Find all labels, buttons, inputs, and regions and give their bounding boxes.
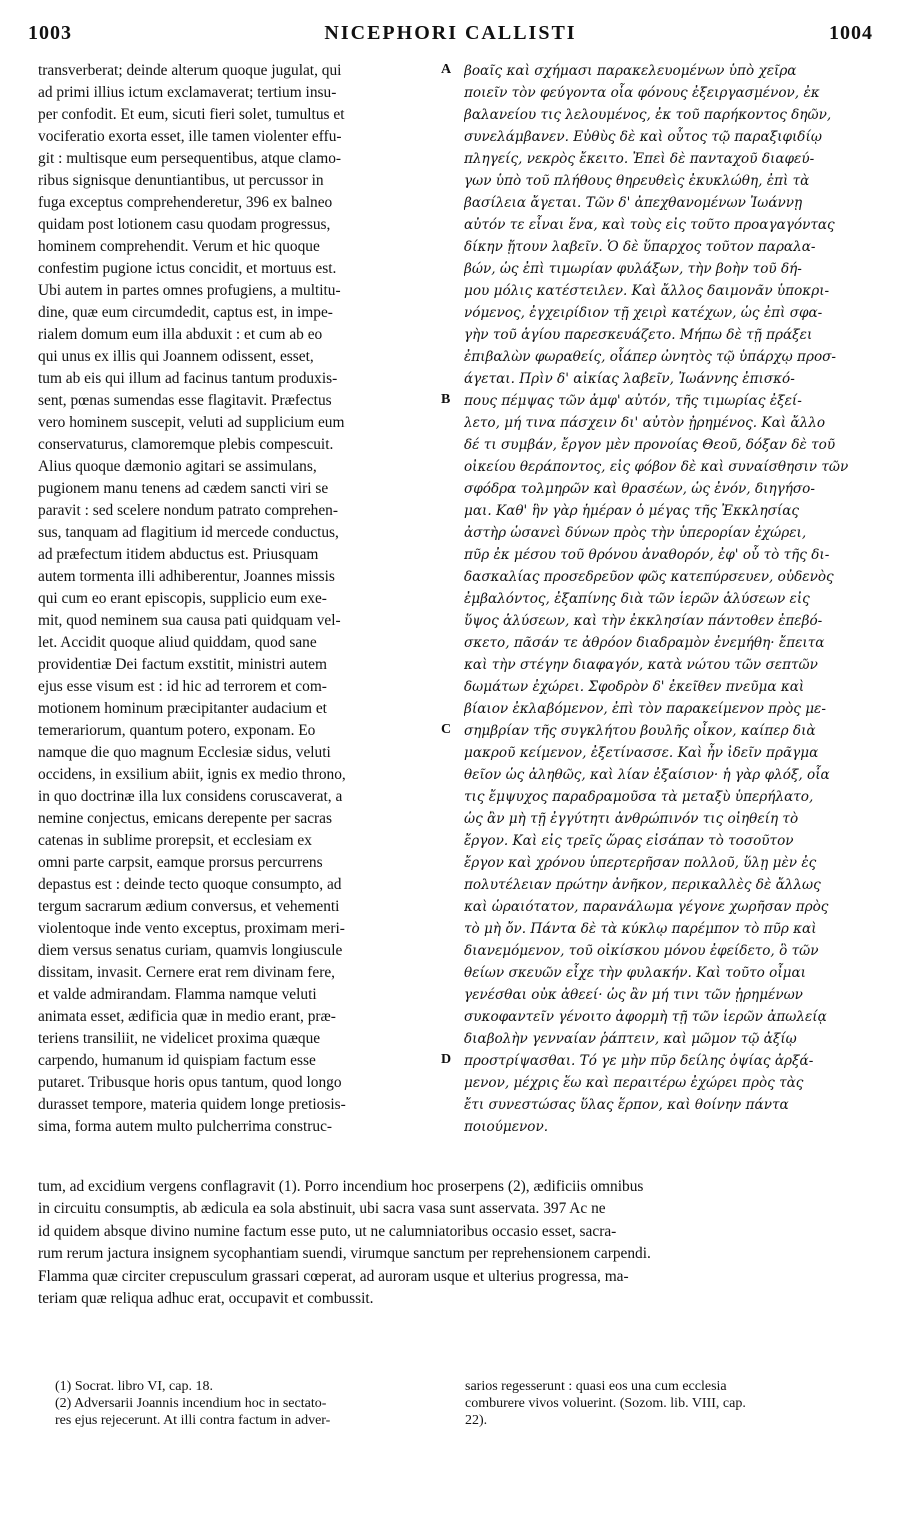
footnote-line: sarios regesserunt : quasi eos una cum ecclesia [465,1379,727,1394]
latin-text-line: animata esset, ædificia quæ in medio erant, præ- [38,1008,336,1025]
greek-text-line: σκετο, πᾶσάν τε ἀθρόον διαδραμὸν ἐνεμήθη· ἔπειτα [464,635,825,651]
greek-text-line: πους πέμψας τῶν ἀμφ' αὐτόν, τῆς τιμωρίας ἐξεί- [464,393,802,409]
footnotes-left [55,1378,445,1429]
latin-text-line: git : multisque eum persequentibus, atque clamo- [38,150,342,167]
greek-text-line: άγεται. Πρὶν δ' αἰκίας λαβεῖν, Ἰωάννης ἐπισκό- [464,371,795,387]
latin-text-line: rialem domum eum illa abduxit : et cum ab eo [38,326,323,343]
latin-text-line: tergum sacrarum ædium conversus, et vehementi [38,898,340,915]
running-header [28,22,873,52]
greek-text-line: δίκην ᾔτουν λαβεῖν. Ὁ δὲ ὕπαρχος τοῦτον παραλα- [464,239,816,255]
greek-text-line: πληγείς, νεκρὸς ἔκειτο. Ἐπεὶ δὲ πανταχοῦ διαφεύ- [464,151,815,167]
latin-text-line: qui cum eo erant episcopis, supplicio eum exe- [38,590,327,607]
greek-text-line: τὸ μὴ ὄν. Πάντα δὲ τὰ κύκλῳ παρέμπον τὸ πῦρ καὶ [464,921,817,937]
greek-text-line: βών, ὡς ἐπὶ τιμωρίαν φυλάξων, τὴν βοὴν τοῦ δή- [464,261,802,277]
greek-text-line: ὡς ἂν μὴ τῇ ἐγγύτητι ἀνθρώπινόν τις οἰηθείη τὸ [464,811,799,827]
greek-text-line: διαβολὴν γενναίαν ῥάπτειν, καὶ μῶμον τῷ ἀξίῳ [464,1031,797,1047]
latin-text-line: dissitam, invasit. Cernere erat rem divinam fere, [38,964,336,981]
footnote-line: (2) Adversarii Joannis incendium hoc in sectato- [55,1396,327,1411]
latin-text-line: catenas in sublime prorepsit, et ecclesiam ex [38,832,312,849]
greek-text-line: βοαῖς καὶ σχήμασι παρακελευομένων ὑπὸ χεῖρα [464,63,797,79]
greek-text-line: γενέσθαι οὐκ ἀθεεί· ὡς ἂν μή τινι τῶν ᾐρημένων [464,987,803,1003]
latin-text-line: qui unus ex illis qui Joannem odissent, esset, [38,348,314,365]
latin-text-line: nemine conjectus, emicans derepente per sacras [38,810,332,827]
greek-text-line: γὴν τοῦ ἁγίου παρεσκευάζετο. Μήπω δὲ τῇ πράξει [464,327,813,343]
greek-text-line: μου μόλις κατέστειλεν. Καὶ ἄλλος δαιμονᾶν ὑποκρι- [464,283,830,299]
latin-text-line: omni parte carpsit, eamque prorsus percurrens [38,854,323,871]
latin-column [38,60,436,1170]
greek-text-line: βασίλεια ἄγεται. Τῶν δ' ἀπεχθανομένων Ἰωάννῃ [464,195,803,211]
page-number-left: 1003 [28,22,72,44]
greek-text-line: δωμάτων ἐχώρει. Σφοδρὸν δ' ἐκεῖθεν πνεῦμα καὶ [464,679,805,695]
greek-text-line: βαλανείου τις λελουμένος, ἐκ τοῦ παρήκοντος δηῶν, [464,107,832,123]
greek-text-line: δασκαλίας προσεδρεῦον φῶς κατεπύρσευεν, οὐδενὸς [464,569,834,585]
greek-text-line: προστρίψασθαι. Τό γε μὴν πῦρ δείλης ὀψίας ἀρξά- [464,1053,814,1069]
latin-text-line: motionem hominum præcipitanter audacium et [38,700,327,717]
latin-text-line: conservaturus, clamoremque plebis compescuit. [38,436,334,453]
latin-text-line: in quo doctrinæ illa lux considens coruscaverat, a [38,788,343,805]
greek-text-line: μενον, μέχρις ἕω καὶ περαιτέρω ἐχώρει πρὸς τὰς [464,1075,804,1091]
running-title: NICEPHORI CALLISTI [324,22,577,44]
full-width-paragraph [38,1176,872,1310]
greek-text-line: ἔργον καὶ χρόνου ὑπερτερῆσαν πολλοῦ, ὕλῃ μὲν ἐς [464,855,817,871]
footnote-line: (1) Socrat. libro VI, cap. 18. [55,1379,213,1394]
latin-text-line: transverberat; deinde alterum quoque jugulat, qui [38,62,342,79]
latin-text-line: sus, tanquam ad flagitium id mercede conductus, [38,524,339,541]
latin-text-line: paravit : sed scelere nondum patrato comprehen- [38,502,338,519]
latin-text-line: quidam post lotionem casu quodam progressus, [38,216,331,233]
greek-text-line: πῦρ ἐκ μέσου τοῦ θρόνου ἀναθορόν, ἐφ' οὗ τὸ τῆς δι- [464,547,830,563]
greek-column [464,60,872,1170]
latin-text-line: occidens, in exsilium abiit, ignis ex medio throno, [38,766,346,783]
greek-text-line: μαι. Καθ' ἣν γὰρ ἡμέραν ὁ μέγας τῆς Ἐκκλησίας [464,503,799,519]
footnote-line: res ejus rejecerunt. At illi contra factum in adver- [55,1413,331,1428]
latin-text-line: let. Accidit quoque aliud quiddam, quod sane [38,634,317,651]
latin-text-line: mit, quod neminem sua causa pati quidquam vel- [38,612,341,629]
greek-text-line: αὐτόν τε εἶναι ἕνα, καὶ τοὺς εἰς τοῦτο προαγαγόντας [464,217,835,233]
greek-text-line: ἔτι συνεστώσας ὕλας ἕρπον, καὶ θοίνην πάντα [464,1097,789,1113]
latin-text-line: confestim pugione ictus concidit, et mortuus est. [38,260,337,277]
latin-text-line: per confodit. Et eum, sicuti fieri solet, tumultus et [38,106,345,123]
full-width-line: Flamma quæ circiter crepusculum grassari cœperat, ad auroram usque et ulterius progressa, ma- [38,1267,629,1285]
latin-text-line: temerariorum, quantum potero, exponam. Eo [38,722,316,739]
latin-text-line: namque die quo magnum Ecclesiæ sidus, veluti [38,744,331,761]
greek-text-line: ἐπιβαλὼν φωραθείς, οἷάπερ ὠνητὸς τῷ ὑπάρχῳ προσ- [464,349,837,365]
greek-text-line: καὶ ὡραιότατον, παρανάλωμα γέγονε χωρῆσαν πρὸς [464,899,829,915]
margin-letter-b: B [441,392,451,407]
greek-text-line: συκοφαντεῖν γένοιτο ἀφορμὴ τῇ τῶν ἱερῶν ἀπωλείᾳ [464,1009,827,1025]
latin-text-line: Alius quoque dæmonio agitari se assimulans, [38,458,317,475]
greek-text-line: σημβρίαν τῆς συγκλήτου βουλῆς οἶκον, καίπερ διὰ [464,723,816,739]
latin-text-line: tum ab eis qui illum ad facinus tantum produxis- [38,370,338,387]
greek-text-line: συνελάμβανεν. Εὐθὺς δὲ καὶ οὗτος τῷ παραξιφιδίῳ [464,129,822,145]
latin-text-line: hominem comprehendit. Verum et hic quoque [38,238,320,255]
greek-text-line: διανεμόμενον, τοῦ οἰκίσκου μόνου ἐφείδετο, ὃ τῶν [464,943,819,959]
latin-text-line: Ubi autem in partes omnes profugiens, a multitu- [38,282,341,299]
latin-text-line: ejus esse visum est : id hic ad terrorem et com- [38,678,327,695]
greek-text-line: ἔργον. Καὶ εἰς τρεῖς ὥρας εἰσάπαν τὸ τοσοῦτον [464,833,794,849]
latin-text-line: ad præfectum itidem abductus est. Priusquam [38,546,319,563]
full-width-line: teriam quæ reliqua adhuc erat, occupavit et combussit. [38,1290,374,1308]
greek-text-line: μακροῦ κείμενον, ἐξετίνασσε. Καὶ ἦν ἰδεῖν πρᾶγμα [464,745,819,761]
latin-text-line: carpendo, humanum id quispiam factum esse [38,1052,316,1069]
greek-text-line: ὕψος ἁλύσεων, καὶ τὴν ἐκκλησίαν πάντοθεν ἐπεβό- [464,613,823,629]
greek-text-line: πολυτέλειαν πρώτην ἀνῆκον, περικαλλὲς δὲ ἄλλως [464,877,821,893]
greek-text-line: ποιούμενον. [464,1119,549,1135]
latin-text-line: diem versus senatus curiam, quamvis longiuscule [38,942,343,959]
latin-text-line: teriens transiliit, ne videlicet proxima quæque [38,1030,321,1047]
margin-letter-a: A [441,62,452,77]
latin-text-line: et valde admirandam. Flamma namque veluti [38,986,317,1003]
full-width-line: in circuitu consumptis, ab ædicula ea sola abstinuit, ubi sacra vasa sunt asservata. 397 Ac ne [38,1200,606,1218]
greek-text-line: τις ἔμψυχος παραδραμοῦσα τὰ μεταξὺ ὑπερήλατο, [464,789,814,805]
full-width-line: id quidem absque divino numine factum esse puto, ut ne calumniatoribus occasio esset, sacra- [38,1222,617,1240]
greek-text-line: καὶ τὴν στέγην διαφαγόν, κατὰ νώτου τῶν σεπτῶν [464,657,818,673]
greek-text-line: ἀστὴρ ὡσανεὶ δύνων πρὸς τὴν ὑπερορίαν ἐχώρει, [464,525,807,541]
latin-text-line: depastus est : deinde tecto quoque consumpto, ad [38,876,342,893]
greek-text-line: δέ τι συμβάν, ἔργον μὲν προνοίας Θεοῦ, δόξαν δὲ τοῦ [464,437,836,453]
latin-text-line: violentoque inde vento exceptus, proximam meri- [38,920,345,937]
latin-text-line: providentiæ Dei factum exstitit, ministri autem [38,656,327,673]
greek-text-line: γων ὑπὸ τοῦ πλήθους θηρευθεὶς ἐκυκλώθη, ἐπὶ τὰ [464,173,810,189]
latin-text-line: dine, quæ eum circumdedit, captus est, in impe- [38,304,333,321]
latin-text-line: putaret. Tribusque horis opus tantum, quod longo [38,1074,342,1091]
latin-text-line: durasset tempore, materia quidem longe pretiosis- [38,1096,346,1113]
latin-text-line: ad primi illius ictum exclamaverat; tertium insu- [38,84,337,101]
page-number-right: 1004 [829,22,873,44]
greek-text-line: νόμενος, ἐγχειρίδιον τῇ χειρὶ κατέχων, ὡς ἐπὶ σφα- [464,305,823,321]
latin-text-line: sent, pœnas sumendas esse flagitavit. Præfectus [38,392,332,409]
footnotes-right [465,1378,875,1429]
latin-text-line: vociferatio exorta esset, ille tamen violenter effu- [38,128,342,145]
latin-text-line: pugionem manu tenens ad cædem sancti viri se [38,480,329,497]
footnote-line: comburere vivos voluerint. (Sozom. lib. VIII, cap. [465,1396,746,1411]
margin-letter-d: D [441,1052,452,1067]
greek-text-line: θείων σκευῶν εἶχε τὴν φυλακήν. Καὶ τοῦτο οἶμαι [464,965,807,981]
latin-text-line: ribus signisque denuntiantibus, ut percussor in [38,172,324,189]
greek-text-line: θεῖον ὡς ἀληθῶς, καὶ λίαν ἐξαίσιον· ἡ γὰρ φλόξ, οἷα [464,767,830,783]
greek-text-line: ποιεῖν τὸν φεύγοντα οἷα φόνους ἐξειργασμένον, ἐκ [464,85,820,101]
footnote-line: 22). [465,1413,488,1428]
latin-text-line: fuga exceptus comprehenderetur, 396 ex balneo [38,194,333,211]
latin-text-line: vero hominem suscepit, veluti ad supplicium eum [38,414,345,431]
greek-text-line: οἰκείου θεράποντος, εἰς φόβον δὲ καὶ συναίσθησιν τῶν [464,459,849,475]
greek-text-line: βίαιον ἐκλαβόμενον, ἐπὶ τὸν παρακείμενον πρὸς με- [464,701,826,717]
greek-text-line: λετο, μή τινα πάσχειν δι' αὐτὸν ᾐρημένος. Καὶ ἄλλο [464,415,826,431]
greek-text-line: σφόδρα τολμηρῶν καὶ θρασέων, ὡς ἐνόν, διηγήσο- [464,481,815,497]
latin-text-line: autem tormenta illi adhiberentur, Joannes missis [38,568,335,585]
latin-text-line: sima, forma autem multo pulcherrima construc- [38,1118,333,1135]
margin-letter-c: C [441,722,452,737]
full-width-line: rum rerum jactura insignem sycophantiam suendi, virumque sanctum per reprehensionem carpendi. [38,1245,651,1263]
full-width-line: tum, ad excidium vergens conflagravit (1). Porro incendium hoc proserpens (2), ædificiis omnibus [38,1178,644,1195]
greek-text-line: ἐμβαλόντος, ἐξαπίνης διὰ τῶν ἱερῶν ἁλύσεων εἰς [464,591,810,607]
